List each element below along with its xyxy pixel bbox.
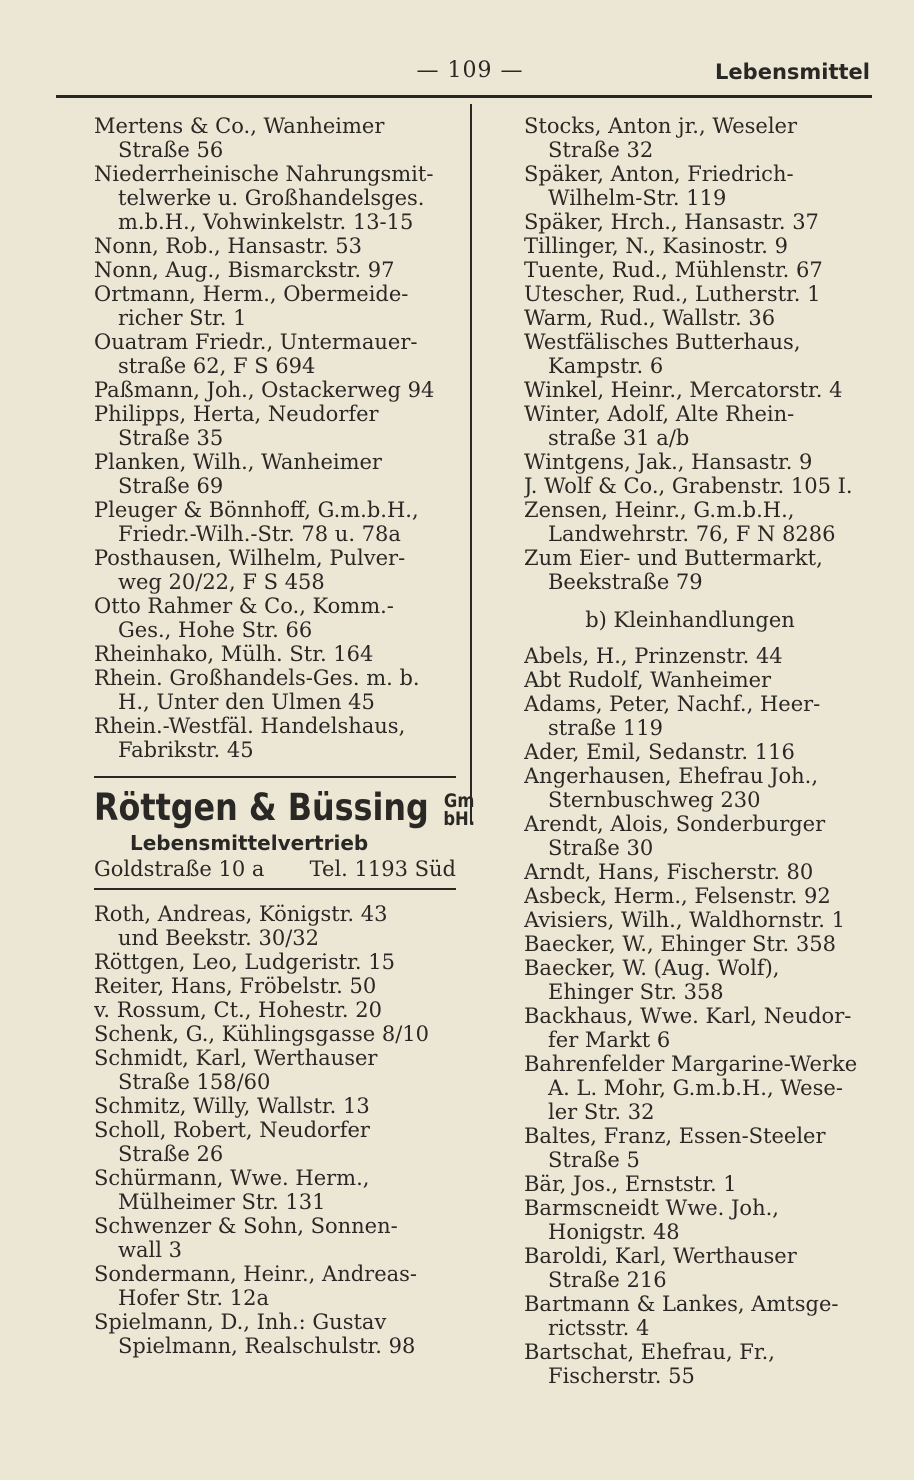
- entry-name-line: Stocks, Anton jr., Weseler: [524, 114, 798, 138]
- directory-entry: [524, 330, 876, 378]
- directory-entry: [94, 234, 456, 258]
- entry-name-line: Baecker, W. (Aug. Wolf),: [524, 956, 780, 980]
- ad-company-text: Röttgen & Büssing: [94, 786, 429, 829]
- entry-continuation-line: Fabrikstr. 45: [118, 738, 254, 762]
- directory-entry: [94, 1022, 456, 1046]
- advertisement-box: [94, 776, 475, 890]
- directory-entry: [94, 666, 456, 714]
- entry-continuation-line: Straße 32: [548, 138, 654, 162]
- directory-entry: [94, 902, 456, 950]
- entry-name-line: Wintgens, Jak., Hansastr. 9: [524, 450, 813, 474]
- header-rule: [56, 95, 872, 98]
- entry-continuation-line: Spielmann, Realschulstr. 98: [118, 1334, 416, 1358]
- entry-continuation-line: rictsstr. 4: [548, 1316, 650, 1340]
- entry-continuation-line: Ehinger Str. 358: [548, 980, 724, 1004]
- entry-name-line: Winter, Adolf, Alte Rhein-: [524, 402, 795, 426]
- directory-entry: [94, 162, 456, 234]
- entry-name-line: Utescher, Rud., Lutherstr. 1: [524, 282, 821, 306]
- directory-entry: [524, 258, 876, 282]
- entry-continuation-line: Straße 216: [548, 1268, 667, 1292]
- ad-company-suffix: [443, 789, 475, 830]
- directory-entry: [524, 932, 876, 956]
- directory-entry: [94, 1118, 456, 1166]
- directory-entry: [94, 1214, 456, 1262]
- entry-name-line: Reiter, Hans, Fröbelstr. 50: [94, 974, 377, 998]
- directory-entry: [524, 210, 876, 234]
- directory-entry: [94, 594, 456, 642]
- entry-name-line: Arendt, Alois, Sonderburger: [524, 812, 826, 836]
- entry-continuation-line: Hofer Str. 12a: [118, 1286, 270, 1310]
- entry-name-line: Barmscneidt Wwe. Joh.,: [524, 1196, 779, 1220]
- directory-entry: [94, 258, 456, 282]
- entry-continuation-line: Straße 26: [118, 1142, 224, 1166]
- entry-name-line: Rhein.-Westfäl. Handelshaus,: [94, 714, 406, 738]
- entry-name-line: J. Wolf & Co., Grabenstr. 105 I.: [524, 474, 853, 498]
- entry-name-line: Abels, H., Prinzenstr. 44: [524, 644, 783, 668]
- left-column: [94, 114, 475, 1358]
- entry-name-line: Schürmann, Wwe. Herm.,: [94, 1166, 370, 1190]
- directory-entry: [94, 282, 456, 330]
- entry-name-line: Roth, Andreas, Königstr. 43: [94, 902, 388, 926]
- entry-continuation-line: Beekstraße 79: [548, 570, 703, 594]
- directory-entry: [94, 998, 456, 1022]
- directory-entry: [94, 450, 456, 498]
- entry-name-line: Mertens & Co., Wanheimer: [94, 114, 385, 138]
- entry-name-line: Bahrenfelder Margarine-Werke: [524, 1052, 858, 1076]
- entry-name-line: Schenk, G., Kühlingsgasse 8/10: [94, 1022, 429, 1046]
- entry-name-line: Nonn, Aug., Bismarckstr. 97: [94, 258, 395, 282]
- directory-entry: [94, 1094, 456, 1118]
- entry-continuation-line: weg 20/22, F S 458: [118, 570, 325, 594]
- entry-name-line: Scholl, Robert, Neudorfer: [94, 1118, 370, 1142]
- entry-name-line: Späker, Anton, Friedrich-: [524, 162, 794, 186]
- entry-name-line: Niederrheinische Nahrungsmit-: [94, 162, 434, 186]
- directory-entry: [524, 546, 876, 594]
- entry-name-line: Arndt, Hans, Fischerstr. 80: [524, 860, 814, 884]
- directory-entry: [524, 740, 876, 764]
- entry-name-line: Westfälisches Butterhaus,: [524, 330, 801, 354]
- directory-entry: [524, 1244, 876, 1292]
- entry-name-line: Warm, Rud., Wallstr. 36: [524, 306, 776, 330]
- entry-name-line: Zensen, Heinr., G.m.b.H.,: [524, 498, 795, 522]
- directory-entry: [524, 306, 876, 330]
- directory-entry: [524, 764, 876, 812]
- directory-entry: [94, 402, 456, 450]
- entry-continuation-line: Straße 69: [118, 474, 224, 498]
- ad-address: Goldstraße 10 a: [94, 857, 265, 881]
- entry-continuation-line: fer Markt 6: [548, 1028, 671, 1052]
- directory-entry: [524, 1292, 876, 1340]
- entry-continuation-line: Landwehrstr. 76, F N 8286: [548, 522, 836, 546]
- entry-name-line: Tuente, Rud., Mühlenstr. 67: [524, 258, 823, 282]
- entry-continuation-line: Straße 158/60: [118, 1070, 271, 1094]
- right-entries-top: [524, 114, 876, 594]
- ad-suffix-bottom: bH.: [443, 807, 475, 830]
- entry-name-line: Abt Rudolf, Wanheimer: [524, 668, 772, 692]
- entry-name-line: Posthausen, Wilhelm, Pulver-: [94, 546, 406, 570]
- entry-continuation-line: Straße 56: [118, 138, 224, 162]
- entry-continuation-line: ler Str. 32: [548, 1100, 655, 1124]
- entry-name-line: Schmitz, Willy, Wallstr. 13: [94, 1094, 370, 1118]
- entry-continuation-line: Honigstr. 48: [548, 1220, 680, 1244]
- entry-name-line: Baltes, Franz, Essen-Steeler: [524, 1124, 826, 1148]
- entry-name-line: Pleuger & Bönnhoff, G.m.b.H.,: [94, 498, 419, 522]
- entry-continuation-line: Kampstr. 6: [548, 354, 664, 378]
- entry-continuation-line: H., Unter den Ulmen 45: [118, 690, 375, 714]
- directory-entry: [524, 1124, 876, 1172]
- directory-entry: [524, 234, 876, 258]
- entry-name-line: Röttgen, Leo, Ludgeristr. 15: [94, 950, 396, 974]
- entry-name-line: Bartschat, Ehefrau, Fr.,: [524, 1340, 775, 1364]
- directory-entry: [94, 114, 456, 162]
- entry-continuation-line: straße 62, F S 694: [118, 354, 316, 378]
- entry-name-line: Backhaus, Wwe. Karl, Neudor-: [524, 1004, 852, 1028]
- entry-name-line: Rheinhako, Mülh. Str. 164: [94, 642, 374, 666]
- directory-entry: [524, 498, 876, 546]
- entry-continuation-line: wall 3: [118, 1238, 182, 1262]
- entry-continuation-line: Straße 35: [118, 426, 224, 450]
- right-entries-bottom: [524, 644, 876, 1388]
- entry-name-line: Bär, Jos., Ernststr. 1: [524, 1172, 737, 1196]
- entry-name-line: Spielmann, D., Inh.: Gustav: [94, 1310, 387, 1334]
- entry-name-line: Avisiers, Wilh., Waldhornstr. 1: [524, 908, 846, 932]
- page-number: — 109 —: [416, 58, 524, 83]
- entry-continuation-line: Fischerstr. 55: [548, 1364, 695, 1388]
- directory-entry: [524, 402, 876, 450]
- entry-name-line: Ader, Emil, Sedanstr. 116: [524, 740, 795, 764]
- entry-name-line: Zum Eier- und Buttermarkt,: [524, 546, 823, 570]
- entry-name-line: Baroldi, Karl, Werthauser: [524, 1244, 797, 1268]
- directory-entry: [94, 330, 456, 378]
- directory-entry: [524, 162, 876, 210]
- directory-entry: [524, 378, 876, 402]
- directory-entry: [524, 474, 876, 498]
- ad-company-name: [94, 786, 475, 830]
- directory-entry: [524, 114, 876, 162]
- directory-entry: [524, 282, 876, 306]
- entry-continuation-line: Ges., Hohe Str. 66: [118, 618, 313, 642]
- directory-entry: [524, 1004, 876, 1052]
- directory-entry: [524, 908, 876, 932]
- entry-continuation-line: und Beekstr. 30/32: [118, 926, 319, 950]
- directory-entry: [94, 950, 456, 974]
- entry-name-line: Sondermann, Heinr., Andreas-: [94, 1262, 418, 1286]
- directory-entry: [524, 668, 876, 692]
- ad-subtitle: Lebensmittelvertrieb: [130, 831, 369, 855]
- section-title: Lebensmittel: [715, 60, 870, 84]
- right-column: [524, 114, 876, 1388]
- left-entries-bottom: [94, 902, 456, 1358]
- directory-entry: [524, 956, 876, 1004]
- directory-entry: [94, 1046, 456, 1094]
- entry-continuation-line: straße 119: [548, 716, 663, 740]
- directory-entry: [524, 1196, 876, 1244]
- entry-name-line: Otto Rahmer & Co., Komm.-: [94, 594, 394, 618]
- directory-entry: [94, 642, 456, 666]
- directory-entry: [524, 1172, 876, 1196]
- entry-continuation-line: straße 31 a/b: [548, 426, 690, 450]
- entry-name-line: Philipps, Herta, Neudorfer: [94, 402, 379, 426]
- ad-phone: Tel. 1193 Süd: [309, 857, 456, 881]
- entry-continuation-line: Straße 5: [548, 1148, 640, 1172]
- entry-name-line: Bartmann & Lankes, Amtsge-: [524, 1292, 839, 1316]
- entry-name-line: Rhein. Großhandels-Ges. m. b.: [94, 666, 420, 690]
- directory-entry: [94, 1262, 456, 1310]
- entry-continuation-line: Wilhelm-Str. 119: [548, 186, 727, 210]
- ad-suffix-top: Gm: [443, 789, 475, 812]
- entry-name-line: Baecker, W., Ehinger Str. 358: [524, 932, 836, 956]
- directory-entry: [94, 714, 456, 762]
- directory-entry: [524, 812, 876, 860]
- ad-contact-line: [94, 856, 456, 882]
- entry-continuation-line: telwerke u. Großhandelsges.: [118, 186, 425, 210]
- entry-name-line: Schwenzer & Sohn, Sonnen-: [94, 1214, 398, 1238]
- directory-entry: [94, 974, 456, 998]
- entry-name-line: v. Rossum, Ct., Hohestr. 20: [94, 998, 382, 1022]
- directory-entry: [524, 450, 876, 474]
- directory-entry: [524, 1052, 876, 1124]
- entry-continuation-line: Sternbuschweg 230: [548, 788, 761, 812]
- entry-name-line: Schmidt, Karl, Werthauser: [94, 1046, 378, 1070]
- left-entries-top: [94, 114, 456, 762]
- entry-name-line: Adams, Peter, Nachf., Heer-: [524, 692, 821, 716]
- entry-continuation-line: m.b.H., Vohwinkelstr. 13-15: [118, 210, 414, 234]
- directory-entry: [94, 498, 456, 546]
- entry-continuation-line: Straße 30: [548, 836, 654, 860]
- entry-name-line: Ouatram Friedr., Untermauer-: [94, 330, 418, 354]
- entry-continuation-line: Friedr.-Wilh.-Str. 78 u. 78a: [118, 522, 401, 546]
- entry-continuation-line: Mülheimer Str. 131: [118, 1190, 326, 1214]
- directory-entry: [524, 860, 876, 884]
- entry-name-line: Planken, Wilh., Wanheimer: [94, 450, 382, 474]
- entry-name-line: Paßmann, Joh., Ostackerweg 94: [94, 378, 435, 402]
- subheading-kleinhandlungen: b) Kleinhandlungen: [585, 608, 795, 632]
- directory-entry: [94, 546, 456, 594]
- column-divider: [470, 104, 472, 824]
- entry-name-line: Ortmann, Herm., Obermeide-: [94, 282, 409, 306]
- entry-name-line: Nonn, Rob., Hansastr. 53: [94, 234, 363, 258]
- directory-entry: [94, 378, 456, 402]
- directory-entry: [94, 1310, 456, 1358]
- entry-name-line: Asbeck, Herm., Felsenstr. 92: [524, 884, 831, 908]
- entry-name-line: Angerhausen, Ehefrau Joh.,: [524, 764, 818, 788]
- directory-entry: [524, 692, 876, 740]
- directory-entry: [94, 1166, 456, 1214]
- directory-entry: [524, 1340, 876, 1388]
- entry-name-line: Tillinger, N., Kasinostr. 9: [524, 234, 788, 258]
- directory-entry: [524, 884, 876, 908]
- entry-continuation-line: richer Str. 1: [118, 306, 247, 330]
- entry-name-line: Winkel, Heinr., Mercatorstr. 4: [524, 378, 843, 402]
- directory-entry: [524, 644, 876, 668]
- entry-name-line: Späker, Hrch., Hansastr. 37: [524, 210, 819, 234]
- entry-continuation-line: A. L. Mohr, G.m.b.H., Wese-: [548, 1076, 843, 1100]
